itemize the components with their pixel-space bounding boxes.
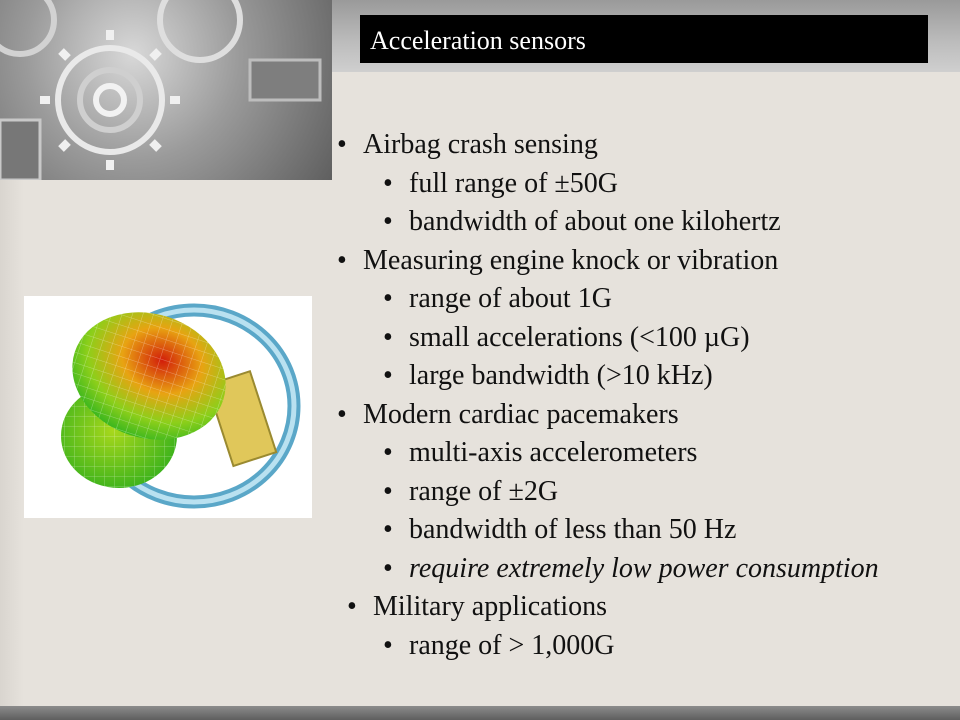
bullet-item [337, 242, 960, 281]
bullet-item [337, 588, 960, 627]
bullet-dot-icon: • [383, 360, 393, 391]
bullet-text: bandwidth of about one kilohertz [409, 206, 781, 237]
bullet-dot-icon: • [383, 475, 393, 507]
bullet-dot-icon: • [337, 398, 347, 430]
bullet-text: Military applications [373, 591, 608, 622]
sub-bullet-item [337, 434, 960, 473]
sub-bullet-item [337, 319, 960, 358]
bullet-dot-icon: • [337, 244, 347, 276]
bullet-text: require extremely low power consumption [409, 552, 879, 584]
sub-bullet-item [337, 203, 960, 242]
bullet-dot-icon: • [383, 437, 393, 468]
gear-micrograph-image [0, 0, 332, 180]
bullet-dot-icon: • [383, 629, 393, 661]
bullet-text: bandwidth of less than 50 Hz [409, 514, 737, 545]
bullet-text: Measuring engine knock or vibration [363, 244, 779, 276]
bullet-dot-icon: • [347, 591, 357, 622]
bullet-dot-icon: • [383, 514, 393, 545]
bullet-text: small accelerations (<100 µG) [409, 321, 750, 353]
bullet-dot-icon: • [383, 206, 393, 237]
bullet-text: Modern cardiac pacemakers [363, 398, 679, 430]
sub-bullet-item [337, 473, 960, 512]
slide-title: Acceleration sensors [360, 15, 928, 63]
bullet-text: range of about 1G [409, 283, 612, 314]
sub-bullet-item [337, 357, 960, 396]
bullet-item [337, 396, 960, 435]
bullet-text: Airbag crash sensing [363, 129, 598, 160]
bullet-text: large bandwidth (>10 kHz) [409, 360, 713, 391]
sub-bullet-item [337, 511, 960, 550]
bullet-text: range of ±2G [409, 475, 559, 507]
bullet-dot-icon: • [383, 552, 393, 584]
airbag-simulation-image [24, 296, 312, 518]
bullet-text: multi-axis accelerometers [409, 437, 698, 468]
bullet-dot-icon: • [383, 283, 393, 314]
bullet-text: full range of ±50G [409, 167, 618, 199]
sub-bullet-item [337, 165, 960, 204]
bullet-dot-icon: • [383, 321, 393, 353]
bullet-dot-icon: • [383, 167, 393, 199]
sub-bullet-item [337, 550, 960, 589]
sub-bullet-item [337, 280, 960, 319]
bullet-text: range of > 1,000G [409, 629, 615, 661]
bullet-item [337, 126, 960, 165]
bullet-list [337, 126, 960, 665]
sub-bullet-item [337, 627, 960, 666]
bottom-strip [0, 706, 960, 720]
bullet-dot-icon: • [337, 129, 347, 160]
